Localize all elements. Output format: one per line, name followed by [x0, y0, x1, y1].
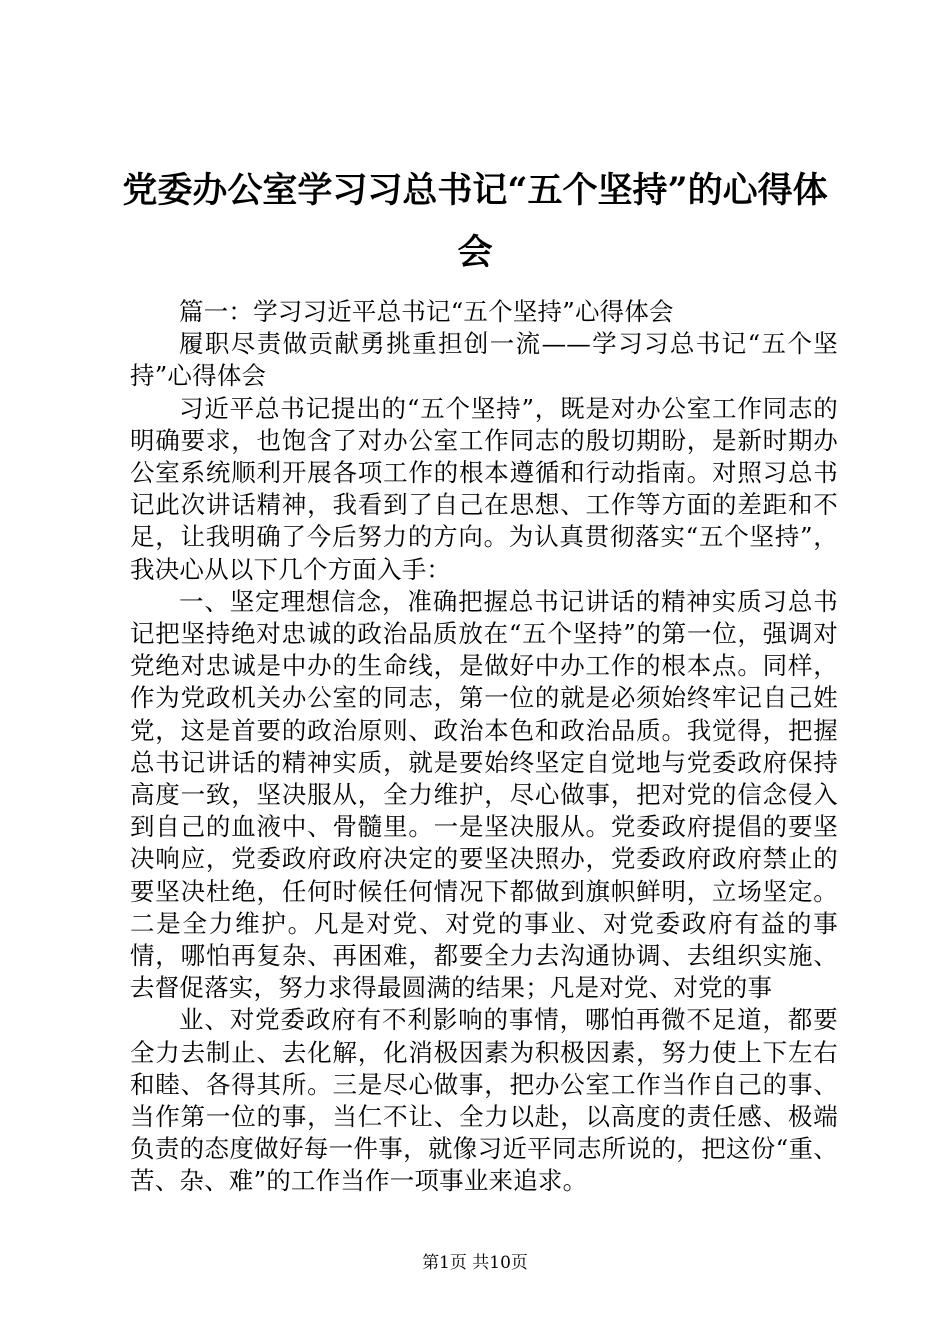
document-body — [130, 296, 838, 1198]
body-paragraph: 一、坚定理想信念，准确把握总书记讲话的精神实质习总书记把坚持绝对忠诚的政治品质放在“五个坚持”的第一位，强调对党绝对忠诚是中办的生命线，是做好中办工作的根本点。同样，作为党政机关办公室的同志，第一位的就是必须始终牢记自己姓党，这是首要的政治原则、政治本色和政治品质。我觉得，把握总书记讲话的精神实质，就是要始终坚定自觉地与党委政府保持高度一致，坚决服从，全力维护，尽心做事，把对党的信念侵入到自己的血液中、骨髓里。一是坚决服从。党委政府提倡的要坚决响应，党委政府政府决定的要坚决照办，党委政府政府禁止的要坚决杜绝，任何时候任何情况下都做到旗帜鲜明，立场坚定。二是全力维护。凡是对党、对党的事业、对党委政府有益的事情，哪怕再复杂、再困难，都要全力去沟通协调、去组织实施、去督促落实，努力求得最圆满的结果；凡是对党、对党的事 — [130, 586, 838, 1003]
page-footer: 第1页 共10页 — [422, 1253, 528, 1273]
article-subtitle: 履职尽责做贡献勇挑重担创一流——学习习总书记“五个坚持”心得体会 — [130, 329, 838, 391]
section-heading: 篇一：学习习近平总书记“五个坚持”心得体会 — [179, 297, 674, 326]
document-title: 党委办公室学习习总书记“五个坚持”的心得体会 — [122, 170, 828, 273]
body-paragraph: 业、对党委政府有不利影响的事情，哪怕再微不足道，都要全力去制止、去化解，化消极因素为积极因素，努力使上下左右和睦、各得其所。三是尽心做事，把办公室工作当作自己的事、当作第一位的事，当仁不让、全力以赴，以高度的责任感、极端负责的态度做好每一件事，就像习近平同志所说的，把这份“重、苦、杂、难”的工作当作一项事业来追求。 — [130, 1005, 838, 1196]
body-paragraph: 习近平总书记提出的“五个坚持”，既是对办公室工作同志的明确要求，也饱含了对办公室工作同志的殷切期盼，是新时期办公室系统顺利开展各项工作的根本遵循和行动指南。对照习总书记此次讲话精神，我看到了自己在思想、工作等方面的差距和不足，让我明确了今后努力的方向。为认真贯彻落实“五个坚持”，我决心从以下几个方面入手： — [130, 393, 838, 584]
